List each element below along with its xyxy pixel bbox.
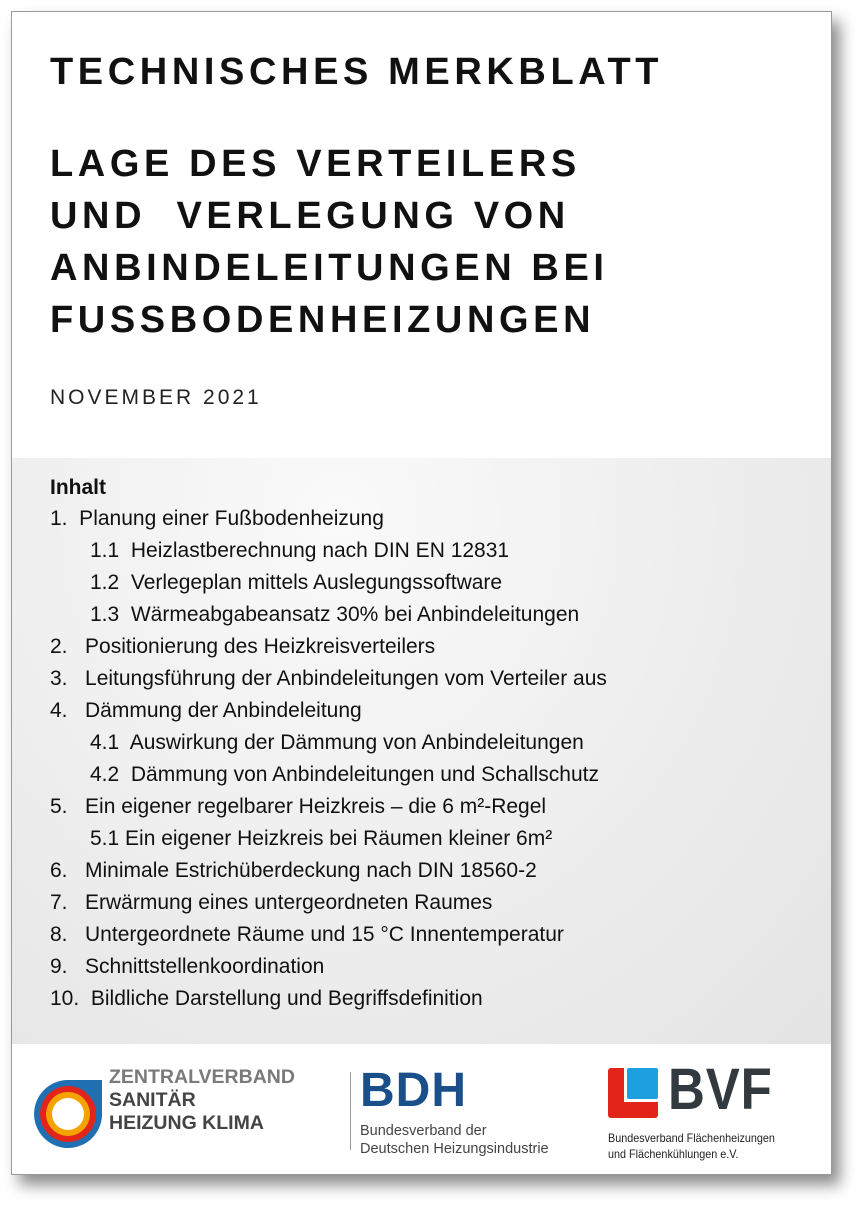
toc-item: 2. Positionierung des Heizkreisverteilers bbox=[50, 635, 436, 658]
toc-item: 3. Leitungsführung der Anbindeleitungen vom Verteiler aus bbox=[50, 667, 607, 690]
document-page bbox=[11, 11, 832, 1175]
bdh-wordmark: BDH bbox=[360, 1064, 467, 1117]
bvf-subtitle bbox=[608, 1130, 775, 1162]
logo-footer bbox=[12, 1044, 831, 1174]
bvf-sub-line-2: und Flächenkühlungen e.V. bbox=[608, 1147, 739, 1161]
zvshk-line-2: SANITÄR bbox=[109, 1089, 196, 1111]
zvshk-line-3: HEIZUNG KLIMA bbox=[109, 1112, 264, 1134]
toc-item: 1.1 Heizlastberechnung nach DIN EN 12831 bbox=[90, 539, 510, 562]
toc-item: 7. Erwärmung eines untergeordneten Raumes bbox=[50, 891, 493, 914]
toc-item: 4.2 Dämmung von Anbindeleitungen und Schallschutz bbox=[90, 763, 600, 786]
toc-item: 5. Ein eigener regelbarer Heizkreis – die 6 m²-Regel bbox=[50, 795, 547, 818]
toc-item: 1.2 Verlegeplan mittels Auslegungssoftware bbox=[90, 571, 503, 594]
toc-item: 5.1 Ein eigener Heizkreis bei Räumen kleiner 6m² bbox=[90, 827, 553, 850]
zvshk-wordmark bbox=[109, 1066, 295, 1135]
toc-item: 1. Planung einer Fußbodenheizung bbox=[50, 507, 384, 530]
toc-item: 8. Untergeordnete Räume und 15 °C Innentemperatur bbox=[50, 923, 564, 946]
toc-heading: Inhalt bbox=[50, 476, 106, 499]
zvshk-ring-icon bbox=[32, 1076, 104, 1148]
zvshk-line-1: ZENTRALVERBAND bbox=[109, 1066, 295, 1088]
document-type: TECHNISCHES MERKBLATT bbox=[50, 51, 664, 93]
table-of-contents bbox=[12, 458, 831, 1044]
bdh-subtitle bbox=[360, 1122, 549, 1158]
toc-item: 4.1 Auswirkung der Dämmung von Anbindeleitungen bbox=[90, 731, 584, 754]
document-title: LAGE DES VERTEILERS UND VERLEGUNG VON ANBINDELEITUNGEN BEI FUSSBODENHEIZUNGEN bbox=[50, 143, 609, 341]
bdh-sub-line-1: Bundesverband der bbox=[360, 1123, 487, 1139]
bvf-wordmark: BVF bbox=[668, 1057, 773, 1122]
bvf-sub-line-1: Bundesverband Flächenheizungen bbox=[608, 1131, 775, 1145]
publication-date: NOVEMBER 2021 bbox=[50, 386, 262, 409]
toc-item: 4. Dämmung der Anbindeleitung bbox=[50, 699, 362, 722]
bvf-mark-icon bbox=[608, 1068, 658, 1118]
toc-item: 6. Minimale Estrichüberdeckung nach DIN 18560-2 bbox=[50, 859, 537, 882]
bdh-sub-line-2: Deutschen Heizungsindustrie bbox=[360, 1141, 549, 1157]
bdh-divider bbox=[350, 1072, 351, 1150]
toc-item: 10. Bildliche Darstellung und Begriffsdefinition bbox=[50, 987, 483, 1010]
toc-item: 9. Schnittstellenkoordination bbox=[50, 955, 325, 978]
toc-item: 1.3 Wärmeabgabeansatz 30% bei Anbindeleitungen bbox=[90, 603, 580, 626]
